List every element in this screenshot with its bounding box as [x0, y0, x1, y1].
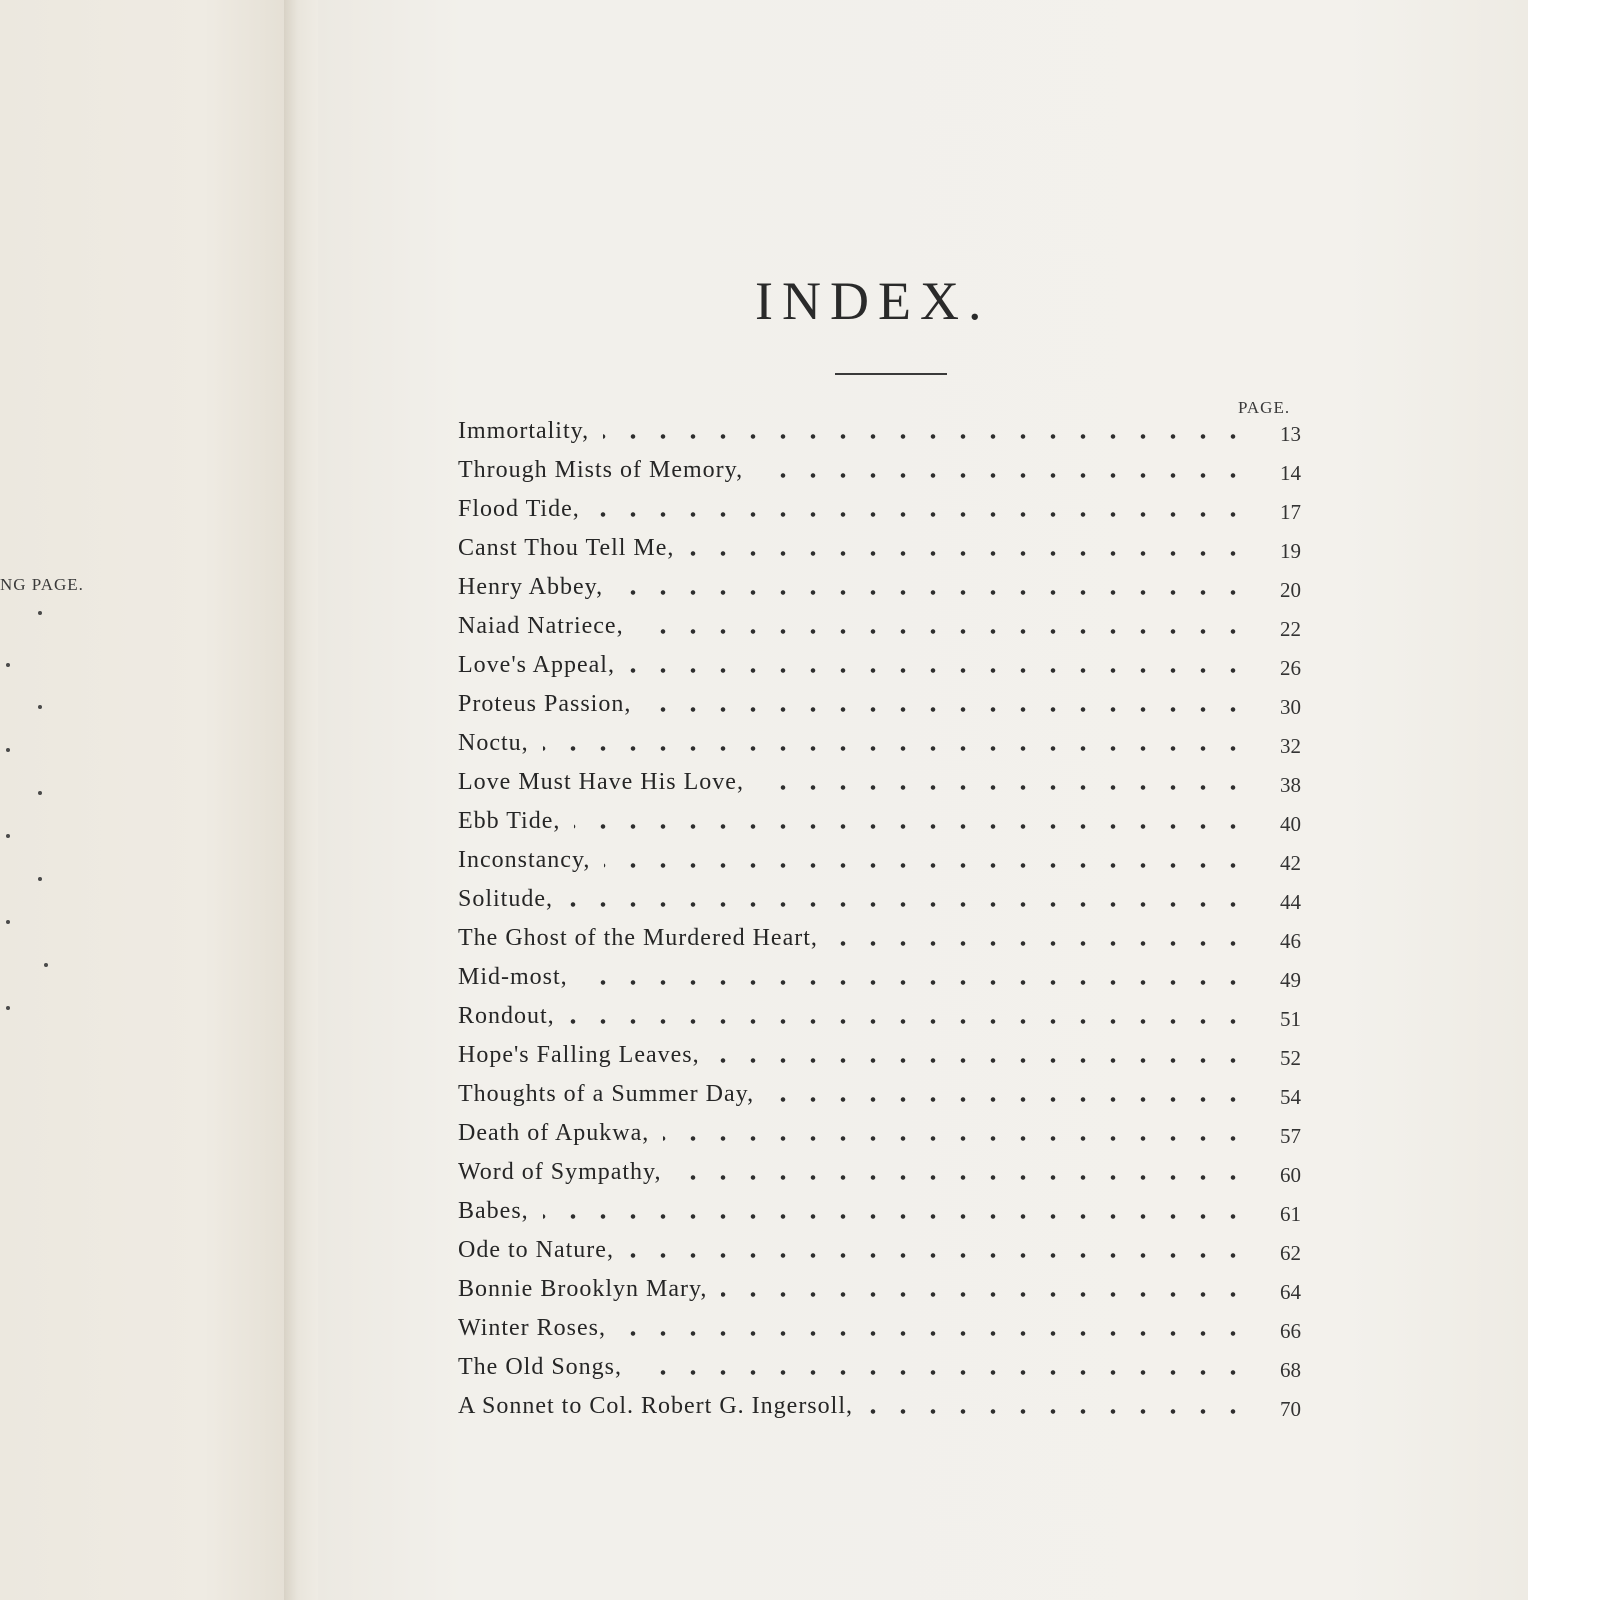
entry-title: Babes, — [458, 1198, 529, 1224]
left-leader-dot — [38, 791, 42, 795]
dot-leader — [768, 1097, 1248, 1102]
entry-page-number: 70 — [1280, 1397, 1301, 1421]
entry-page-number: 46 — [1280, 929, 1301, 953]
dot-leader — [582, 980, 1248, 985]
entry-page-number: 52 — [1280, 1046, 1301, 1070]
index-entry — [458, 1354, 1338, 1388]
entry-title: Canst Thou Tell Me, — [458, 535, 675, 561]
dot-leader — [620, 1331, 1248, 1336]
index-entry — [458, 1081, 1338, 1115]
entry-title: Proteus Passion, — [458, 691, 632, 717]
index-entry — [458, 964, 1338, 998]
index-entry — [458, 808, 1338, 842]
left-leader-dot — [38, 611, 42, 615]
dot-leader — [676, 1175, 1248, 1180]
entry-title: Bonnie Brooklyn Mary, — [458, 1276, 708, 1302]
dot-leader — [567, 902, 1248, 907]
dot-leader — [574, 824, 1248, 829]
left-leader-dot — [6, 1006, 10, 1010]
left-page — [0, 0, 292, 1600]
dot-leader — [714, 1058, 1248, 1063]
title-rule — [835, 373, 947, 375]
index-entry — [458, 1237, 1338, 1271]
index-entry — [458, 1276, 1338, 1310]
left-leader-dot — [38, 877, 42, 881]
dot-leader — [594, 512, 1248, 517]
dot-leader — [832, 941, 1248, 946]
left-leader-dot — [6, 748, 10, 752]
entry-title: Henry Abbey, — [458, 574, 604, 600]
entry-title: Love's Appeal, — [458, 652, 615, 678]
index-entry — [458, 1315, 1338, 1349]
dot-leader — [617, 590, 1248, 595]
index-entry — [458, 535, 1338, 569]
entry-page-number: 19 — [1280, 539, 1301, 563]
entry-title: Noctu, — [458, 730, 529, 756]
index-entry — [458, 613, 1338, 647]
dot-leader — [629, 668, 1248, 673]
index-entry — [458, 1393, 1338, 1427]
index-entry — [458, 925, 1338, 959]
entry-page-number: 64 — [1280, 1280, 1301, 1304]
left-leader-dot — [6, 834, 10, 838]
dot-leader — [867, 1409, 1248, 1414]
entry-page-number: 14 — [1280, 461, 1301, 485]
dot-leader — [636, 1370, 1248, 1375]
entry-page-number: 17 — [1280, 500, 1301, 524]
index-entry — [458, 847, 1338, 881]
index-entry — [458, 457, 1338, 491]
dot-leader — [638, 629, 1248, 634]
entry-title: Mid-most, — [458, 964, 568, 990]
entry-page-number: 44 — [1280, 890, 1301, 914]
left-leader-dot — [38, 705, 42, 709]
index-entry — [458, 1003, 1338, 1037]
index-entry — [458, 574, 1338, 608]
entry-page-number: 61 — [1280, 1202, 1301, 1226]
index-entry — [458, 769, 1338, 803]
dot-leader — [543, 1214, 1248, 1219]
dot-leader — [543, 746, 1248, 751]
entry-title: Word of Sympathy, — [458, 1159, 662, 1185]
index-entry — [458, 691, 1338, 725]
entry-page-number: 49 — [1280, 968, 1301, 992]
page-column-header: PAGE. — [1238, 398, 1291, 417]
dot-leader — [603, 434, 1248, 439]
dot-leader — [721, 1292, 1248, 1297]
dot-leader — [757, 473, 1248, 478]
index-entry — [458, 1120, 1338, 1154]
index-entry — [458, 1159, 1338, 1193]
entry-title: Hope's Falling Leaves, — [458, 1042, 700, 1068]
entry-title: Solitude, — [458, 886, 554, 912]
entry-title: Winter Roses, — [458, 1315, 607, 1341]
dot-leader — [688, 551, 1248, 556]
entry-page-number: 13 — [1280, 422, 1301, 446]
index-entry — [458, 886, 1338, 920]
dot-leader — [569, 1019, 1248, 1024]
index-entry — [458, 418, 1338, 452]
entry-page-number: 54 — [1280, 1085, 1301, 1109]
entry-page-number: 62 — [1280, 1241, 1301, 1265]
index-entry — [458, 652, 1338, 686]
entry-page-number: 40 — [1280, 812, 1301, 836]
entry-page-number: 42 — [1280, 851, 1301, 875]
entry-page-number: 57 — [1280, 1124, 1301, 1148]
left-leader-dot — [6, 663, 10, 667]
entry-title: Immortality, — [458, 418, 590, 444]
entry-title: Death of Apukwa, — [458, 1120, 650, 1146]
entry-title: Inconstancy, — [458, 847, 591, 873]
entry-title: The Ghost of the Murdered Heart, — [458, 925, 818, 951]
index-entry — [458, 1198, 1338, 1232]
entry-page-number: 20 — [1280, 578, 1301, 602]
background-edge — [1528, 0, 1600, 1600]
index-entry — [458, 496, 1338, 530]
entry-page-number: 32 — [1280, 734, 1301, 758]
entry-title: A Sonnet to Col. Robert G. Ingersoll, — [458, 1393, 853, 1419]
dot-leader — [628, 1253, 1248, 1258]
entry-title: Through Mists of Memory, — [458, 457, 744, 483]
entry-title: Ode to Nature, — [458, 1237, 614, 1263]
dot-leader — [663, 1136, 1248, 1141]
entry-title: Flood Tide, — [458, 496, 580, 522]
entry-page-number: 51 — [1280, 1007, 1301, 1031]
entry-title: Rondout, — [458, 1003, 555, 1029]
entry-title: Thoughts of a Summer Day, — [458, 1081, 755, 1107]
entry-page-number: 26 — [1280, 656, 1301, 680]
entry-page-number: 60 — [1280, 1163, 1301, 1187]
entry-title: Ebb Tide, — [458, 808, 561, 834]
dot-leader — [604, 863, 1248, 868]
left-leader-dot — [44, 963, 48, 967]
entry-page-number: 22 — [1280, 617, 1301, 641]
entry-title: Naiad Natriece, — [458, 613, 624, 639]
entry-title: Love Must Have His Love, — [458, 769, 744, 795]
entry-page-number: 30 — [1280, 695, 1301, 719]
index-entry — [458, 1042, 1338, 1076]
index-title: INDEX. — [755, 271, 991, 331]
entry-page-number: 38 — [1280, 773, 1301, 797]
index-entry — [458, 730, 1338, 764]
entry-page-number: 68 — [1280, 1358, 1301, 1382]
dot-leader — [645, 707, 1248, 712]
left-leader-dot — [6, 920, 10, 924]
entry-page-number: 66 — [1280, 1319, 1301, 1343]
entry-title: The Old Songs, — [458, 1354, 622, 1380]
dot-leader — [758, 785, 1248, 790]
left-page-heading: NG PAGE. — [0, 575, 84, 594]
